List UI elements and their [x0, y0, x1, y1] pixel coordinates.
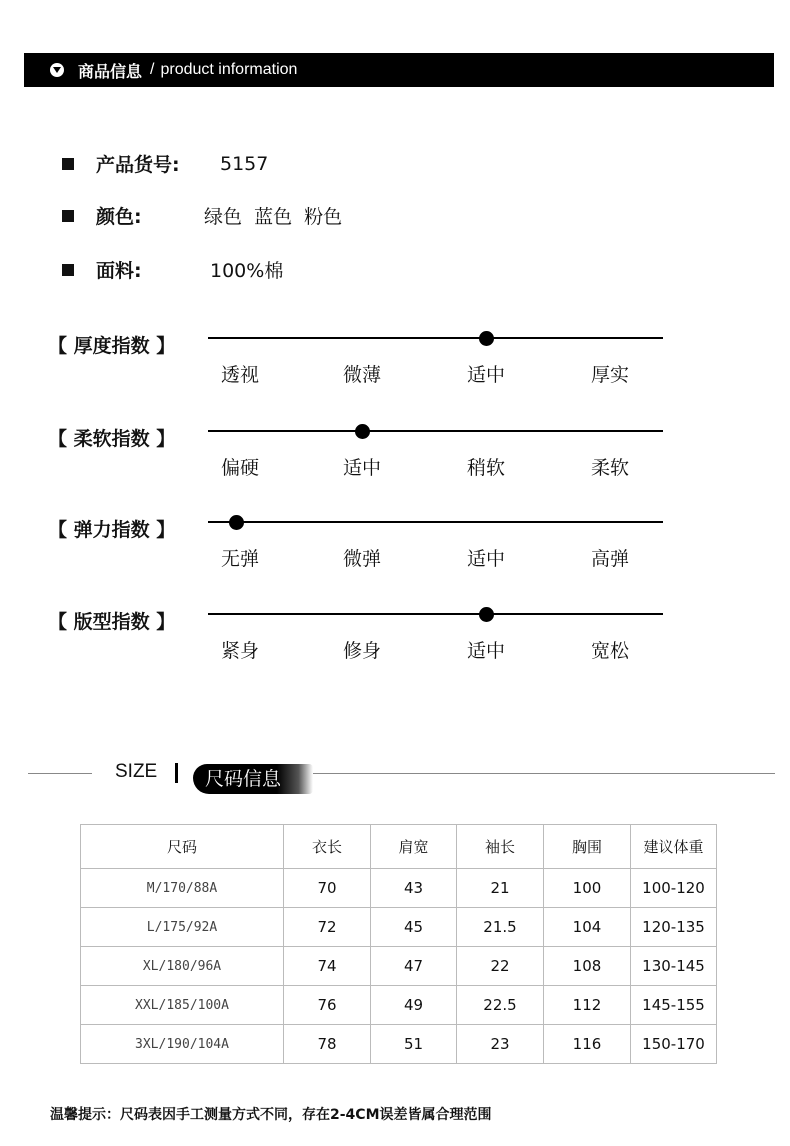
bullet-icon [62, 264, 74, 276]
header-separator: / [150, 61, 155, 78]
scale-level: 柔软 [590, 457, 630, 479]
table-header-cell: 尺码 [81, 825, 284, 869]
heart-down-icon [50, 63, 64, 77]
table-cell: 3XL/190/104A [81, 1025, 284, 1064]
header-title-en: product information [160, 61, 298, 78]
info-item-fabric [62, 256, 283, 283]
bullet-icon [62, 158, 74, 170]
divider-bar [175, 763, 178, 783]
info-label: 面料: [96, 260, 142, 282]
table-cell: 100-120 [631, 869, 717, 908]
table-header-row [81, 825, 717, 869]
size-table [80, 824, 717, 1064]
table-cell: 22.5 [457, 986, 544, 1025]
table-row [81, 947, 717, 986]
divider [28, 773, 92, 774]
table-cell: 21.5 [457, 908, 544, 947]
table-cell: 112 [544, 986, 631, 1025]
scale-level: 适中 [466, 640, 506, 662]
scale-level: 宽松 [590, 640, 630, 662]
table-row [81, 869, 717, 908]
size-note: 温馨提示：尺码表因手工测量方式不同，存在2-4CM误差皆属合理范围 [50, 1107, 492, 1123]
table-cell: 130-145 [631, 947, 717, 986]
scale-line [208, 613, 663, 615]
table-cell: 49 [371, 986, 457, 1025]
table-cell: 51 [371, 1025, 457, 1064]
table-cell: XXL/185/100A [81, 986, 284, 1025]
size-title: 尺码信息 [193, 764, 313, 794]
divider [313, 773, 775, 774]
scale-level: 微薄 [342, 364, 382, 386]
table-cell: L/175/92A [81, 908, 284, 947]
scale-title: 【 柔软指数 】 [48, 428, 176, 450]
size-label: SIZE [115, 761, 158, 782]
table-cell: 70 [284, 869, 371, 908]
scale-level: 微弹 [342, 548, 382, 570]
info-value: 5157 [220, 152, 269, 175]
table-cell: 23 [457, 1025, 544, 1064]
info-label: 产品货号: [96, 154, 180, 176]
section-header [24, 53, 774, 87]
scale-level: 稍软 [466, 457, 506, 479]
scale-level: 修身 [342, 640, 382, 662]
scale-level: 高弹 [590, 548, 630, 570]
table-cell: 72 [284, 908, 371, 947]
table-cell: 120-135 [631, 908, 717, 947]
table-cell: 104 [544, 908, 631, 947]
bullet-icon [62, 210, 74, 222]
scale-title: 【 弹力指数 】 [48, 519, 176, 541]
table-header-cell: 袖长 [457, 825, 544, 869]
info-value: 100%棉 [210, 260, 284, 282]
table-cell: 21 [457, 869, 544, 908]
table-cell: 22 [457, 947, 544, 986]
table-cell: 74 [284, 947, 371, 986]
table-header-cell: 肩宽 [371, 825, 457, 869]
scale-level: 偏硬 [220, 457, 260, 479]
table-header-cell: 衣长 [284, 825, 371, 869]
scale-level: 适中 [466, 364, 506, 386]
scale-marker [479, 607, 494, 622]
table-cell: 150-170 [631, 1025, 717, 1064]
table-cell: 45 [371, 908, 457, 947]
scale-level: 透视 [220, 364, 260, 386]
scale-line [208, 521, 663, 523]
info-item-color [62, 202, 342, 229]
table-cell: 47 [371, 947, 457, 986]
scale-line [208, 337, 663, 339]
table-cell: 78 [284, 1025, 371, 1064]
scale-marker [229, 515, 244, 530]
scale-title: 【 版型指数 】 [48, 611, 176, 633]
table-cell: 108 [544, 947, 631, 986]
scale-level: 无弹 [220, 548, 260, 570]
table-header-cell: 建议体重 [631, 825, 717, 869]
scale-marker [479, 331, 494, 346]
table-cell: 43 [371, 869, 457, 908]
table-cell: 145-155 [631, 986, 717, 1025]
scale-level: 适中 [342, 457, 382, 479]
table-header-cell: 胸围 [544, 825, 631, 869]
table-row [81, 1025, 717, 1064]
table-cell: M/170/88A [81, 869, 284, 908]
scale-level: 适中 [466, 548, 506, 570]
scale-title: 【 厚度指数 】 [48, 335, 176, 357]
table-row [81, 986, 717, 1025]
table-cell: XL/180/96A [81, 947, 284, 986]
info-label: 颜色: [96, 206, 142, 228]
table-cell: 76 [284, 986, 371, 1025]
scale-level: 紧身 [220, 640, 260, 662]
info-value: 绿色 蓝色 粉色 [204, 206, 343, 228]
table-cell: 100 [544, 869, 631, 908]
scale-level: 厚实 [590, 364, 630, 386]
scale-line [208, 430, 663, 432]
info-item-code [62, 150, 268, 177]
scale-marker [355, 424, 370, 439]
table-row [81, 908, 717, 947]
header-title-cn: 商品信息 [78, 61, 143, 81]
table-cell: 116 [544, 1025, 631, 1064]
